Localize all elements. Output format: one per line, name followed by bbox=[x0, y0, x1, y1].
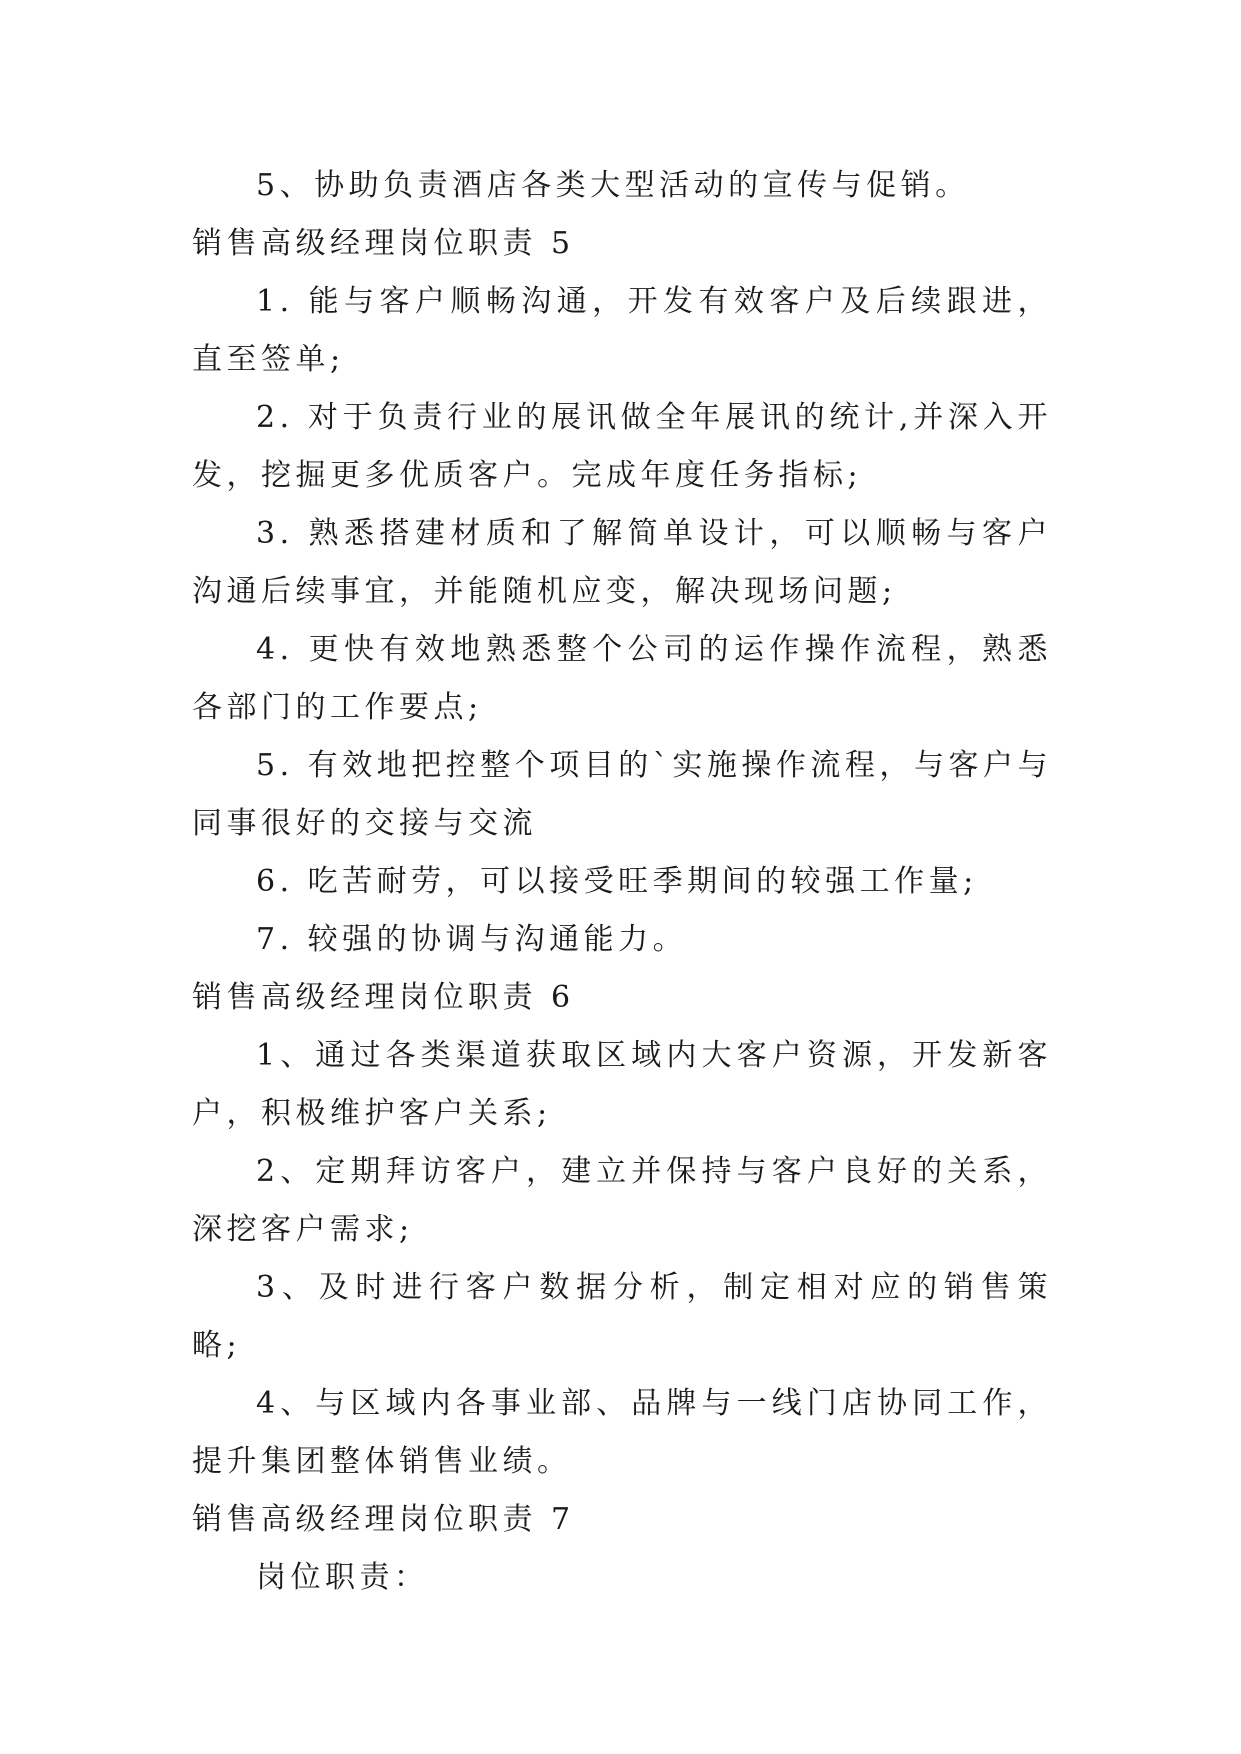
duty-item-6-1: 1、通过各类渠道获取区域内大客户资源，开发新客户，积极维护客户关系; bbox=[192, 1038, 1052, 1131]
duty-item-6: 6. 吃苦耐劳，可以接受旺季期间的较强工作量; bbox=[256, 864, 978, 899]
section-heading-5: 销售高级经理岗位职责 5 bbox=[192, 226, 575, 261]
duty-item-4: 4. 更快有效地熟悉整个公司的运作操作流程，熟悉各部门的工作要点; bbox=[192, 632, 1052, 725]
duty-item-7: 7. 较强的协调与沟通能力。 bbox=[256, 922, 688, 957]
job-duties-label: 岗位职责： bbox=[256, 1560, 429, 1595]
duty-item-2: 2. 对于负责行业的展讯做全年展讯的统计,并深入开发，挖掘更多优质客户。完成年度任务指标; bbox=[192, 400, 1052, 493]
section-heading-6: 销售高级经理岗位职责 6 bbox=[192, 980, 575, 1015]
duty-item-6-3: 3、及时进行客户数据分析，制定相对应的销售策略; bbox=[192, 1270, 1052, 1363]
duty-item-5: 5、协助负责酒店各类大型活动的宣传与促销。 bbox=[256, 168, 970, 203]
duty-item-1: 1. 能与客户顺畅沟通，开发有效客户及后续跟进，直至签单; bbox=[192, 284, 1052, 377]
duty-item-6-4: 4、与区域内各事业部、品牌与一线门店协同工作，提升集团整体销售业绩。 bbox=[192, 1386, 1052, 1479]
duty-item-5b: 5. 有效地把控整个项目的`实施操作流程，与客户与同事很好的交接与交流 bbox=[192, 748, 1052, 841]
duty-item-6-2: 2、定期拜访客户，建立并保持与客户良好的关系，深挖客户需求; bbox=[192, 1154, 1052, 1247]
section-heading-7: 销售高级经理岗位职责 7 bbox=[192, 1502, 575, 1537]
duty-item-3: 3. 熟悉搭建材质和了解简单设计，可以顺畅与客户沟通后续事宜，并能随机应变，解决现场问题; bbox=[192, 516, 1052, 609]
document-body bbox=[192, 157, 1052, 1607]
